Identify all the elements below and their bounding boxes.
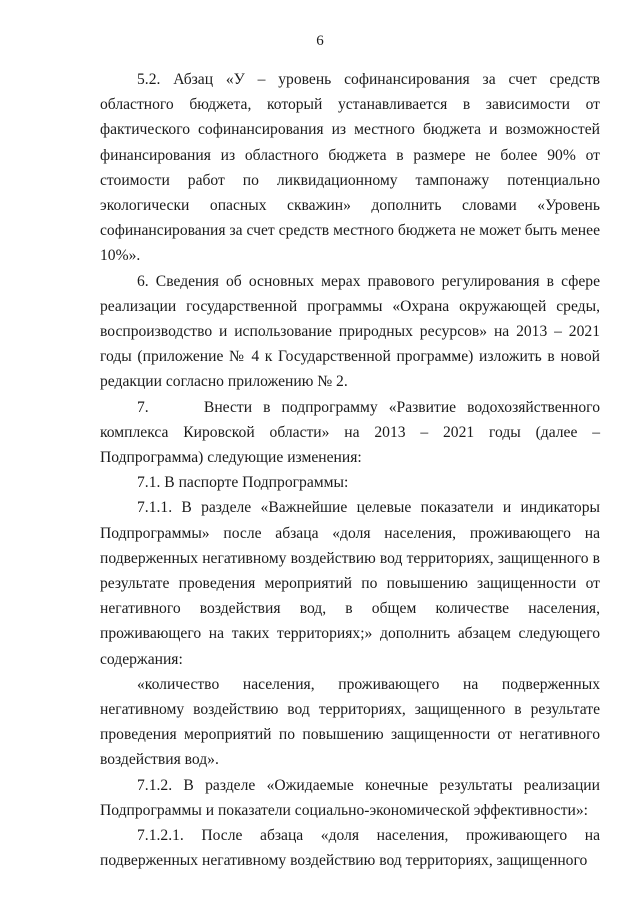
paragraph-6: 6. Сведения об основных мерах правового регулирования в сфере реализации государственной программы «Охрана окружающей среды, воспроизводство и использование природных ресурсов» на 2013 – 2021 годы (приложение № 4 к Государственной программе) изложить в новой редакции согласно приложению № 2.: [100, 272, 600, 391]
paragraph-7-1-1: 7.1.1. В разделе «Важнейшие целевые показатели и индикаторы Подпрограммы» после абзаца «доля населения, проживающего на подверженных негативному воздействию вод территориях, защищенного в результате проведения мероприятий по повышению защищенности от негативного воздействия вод, в общем количестве населения, проживающего на таких территориях;» дополнить абзацем следующего содержания:: [100, 499, 600, 668]
paragraph-7: 7. Внести в подпрограмму «Развитие водохозяйственного комплекса Кировской области» на 2013 – 2021 годы (далее – Подпрограмма) следующие изменения:: [100, 398, 604, 467]
document-body: [100, 67, 604, 874]
paragraph-7-1: 7.1. В паспорте Подпрограммы:: [137, 474, 349, 492]
paragraph-quote: «количество населения, проживающего на подверженных негативному воздействию вод территориях, защищенного в результате проведения мероприятий по повышению защищенности от негативного воздействия вод».: [100, 675, 600, 769]
paragraph-7-1-2-1: 7.1.2.1. После абзаца «доля населения, проживающего на подверженных негативному воздействию вод территориях, защищенного: [100, 827, 600, 870]
page-number: 6: [316, 33, 324, 49]
paragraph-5-2: 5.2. Абзац «У – уровень софинансирования за счет средств областного бюджета, который устанавливается в зависимости от фактического софинансирования из местного бюджета и возможностей финансирования из областного бюджета в размере не более 90% от стоимости работ по ликвидационному тампонажу потенциально экологически опасных скважин» дополнить словами «Уровень софинансирования за счет средств местного бюджета не может быть менее 10%».: [100, 71, 600, 265]
paragraph-7-1-2: 7.1.2. В разделе «Ожидаемые конечные результаты реализации Подпрограммы и показатели социально-экономической эффективности»:: [100, 776, 600, 819]
